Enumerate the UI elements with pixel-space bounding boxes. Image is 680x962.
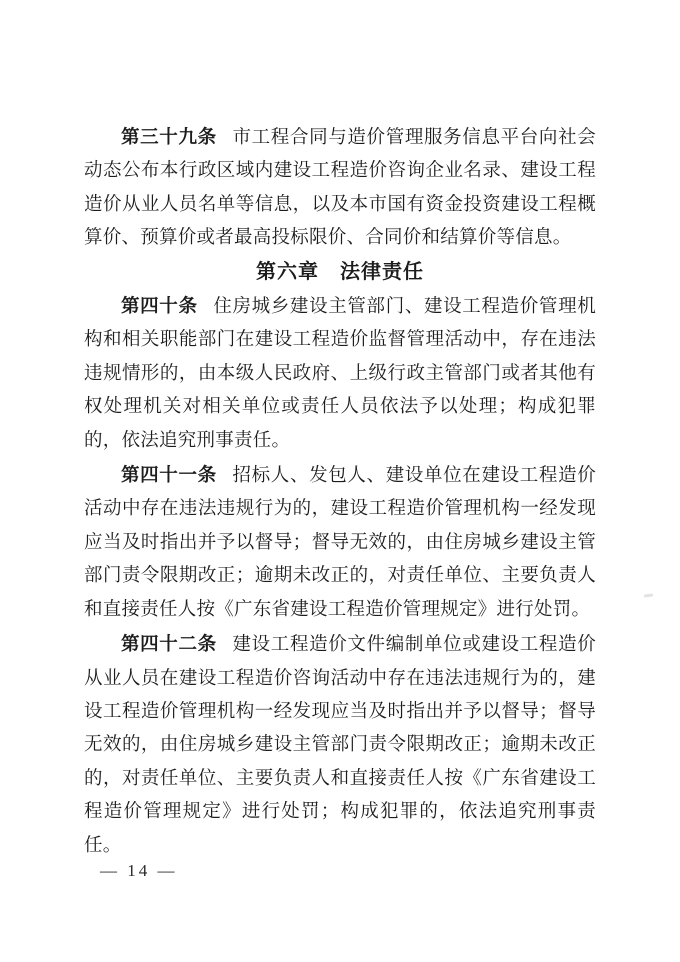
article-39-number: 第三十九条 — [121, 126, 217, 147]
page-content — [84, 120, 596, 863]
article-39-text: 市工程合同与造价管理服务信息平台向社会动态公布本行政区域内建设工程造价咨询企业名录、建设工程造价从业人员名单等信息，以及本市国有资金投资建设工程概算价、预算价或者最高投标限价、合同价和结算价等信息。 — [84, 128, 596, 249]
article-42-number: 第四十二条 — [121, 633, 217, 655]
article-40-number: 第四十条 — [121, 295, 198, 317]
article-40-text: 住房城乡建设主管部门、建设工程造价管理机构和相关职能部门在建设工程造价监督管理活动中，存在违法违规情形的，由本级人民政府、上级行政主管部门或者其他有权处理机关对相关单位或责任人员依法予以处理；构成犯罪的，依法追究刑事责任。 — [84, 297, 596, 451]
article-40-paragraph — [84, 289, 596, 458]
scan-artifact — [644, 593, 653, 597]
article-41-number: 第四十一条 — [121, 464, 217, 486]
article-42-text: 建设工程造价文件编制单位或建设工程造价从业人员在建设工程造价咨询活动中存在违法违规行为的，建设工程造价管理机构一经发现应当及时指出并予以督导；督导无效的，由住房城乡建设主管部门责令限期改正；逾期未改正的，对责任单位、主要负责人和直接责任人按《广东省建设工程造价管理规定》进行处罚；构成犯罪的，依法追究刑事责任。 — [84, 635, 596, 856]
article-41-text: 招标人、发包人、建设单位在建设工程造价活动中存在违法违规行为的，建设工程造价管理机构一经发现应当及时指出并予以督导；督导无效的，由住房城乡建设主管部门责令限期改正；逾期未改正的，对责任单位、主要负责人和直接责任人按《广东省建设工程造价管理规定》进行处罚。 — [84, 466, 596, 620]
chapter-6-heading: 第六章 法律责任 — [256, 260, 424, 283]
article-39-paragraph — [84, 120, 596, 256]
article-41-paragraph — [84, 458, 596, 627]
page-number: — 14 — — [100, 861, 178, 880]
article-42-paragraph — [84, 627, 596, 863]
